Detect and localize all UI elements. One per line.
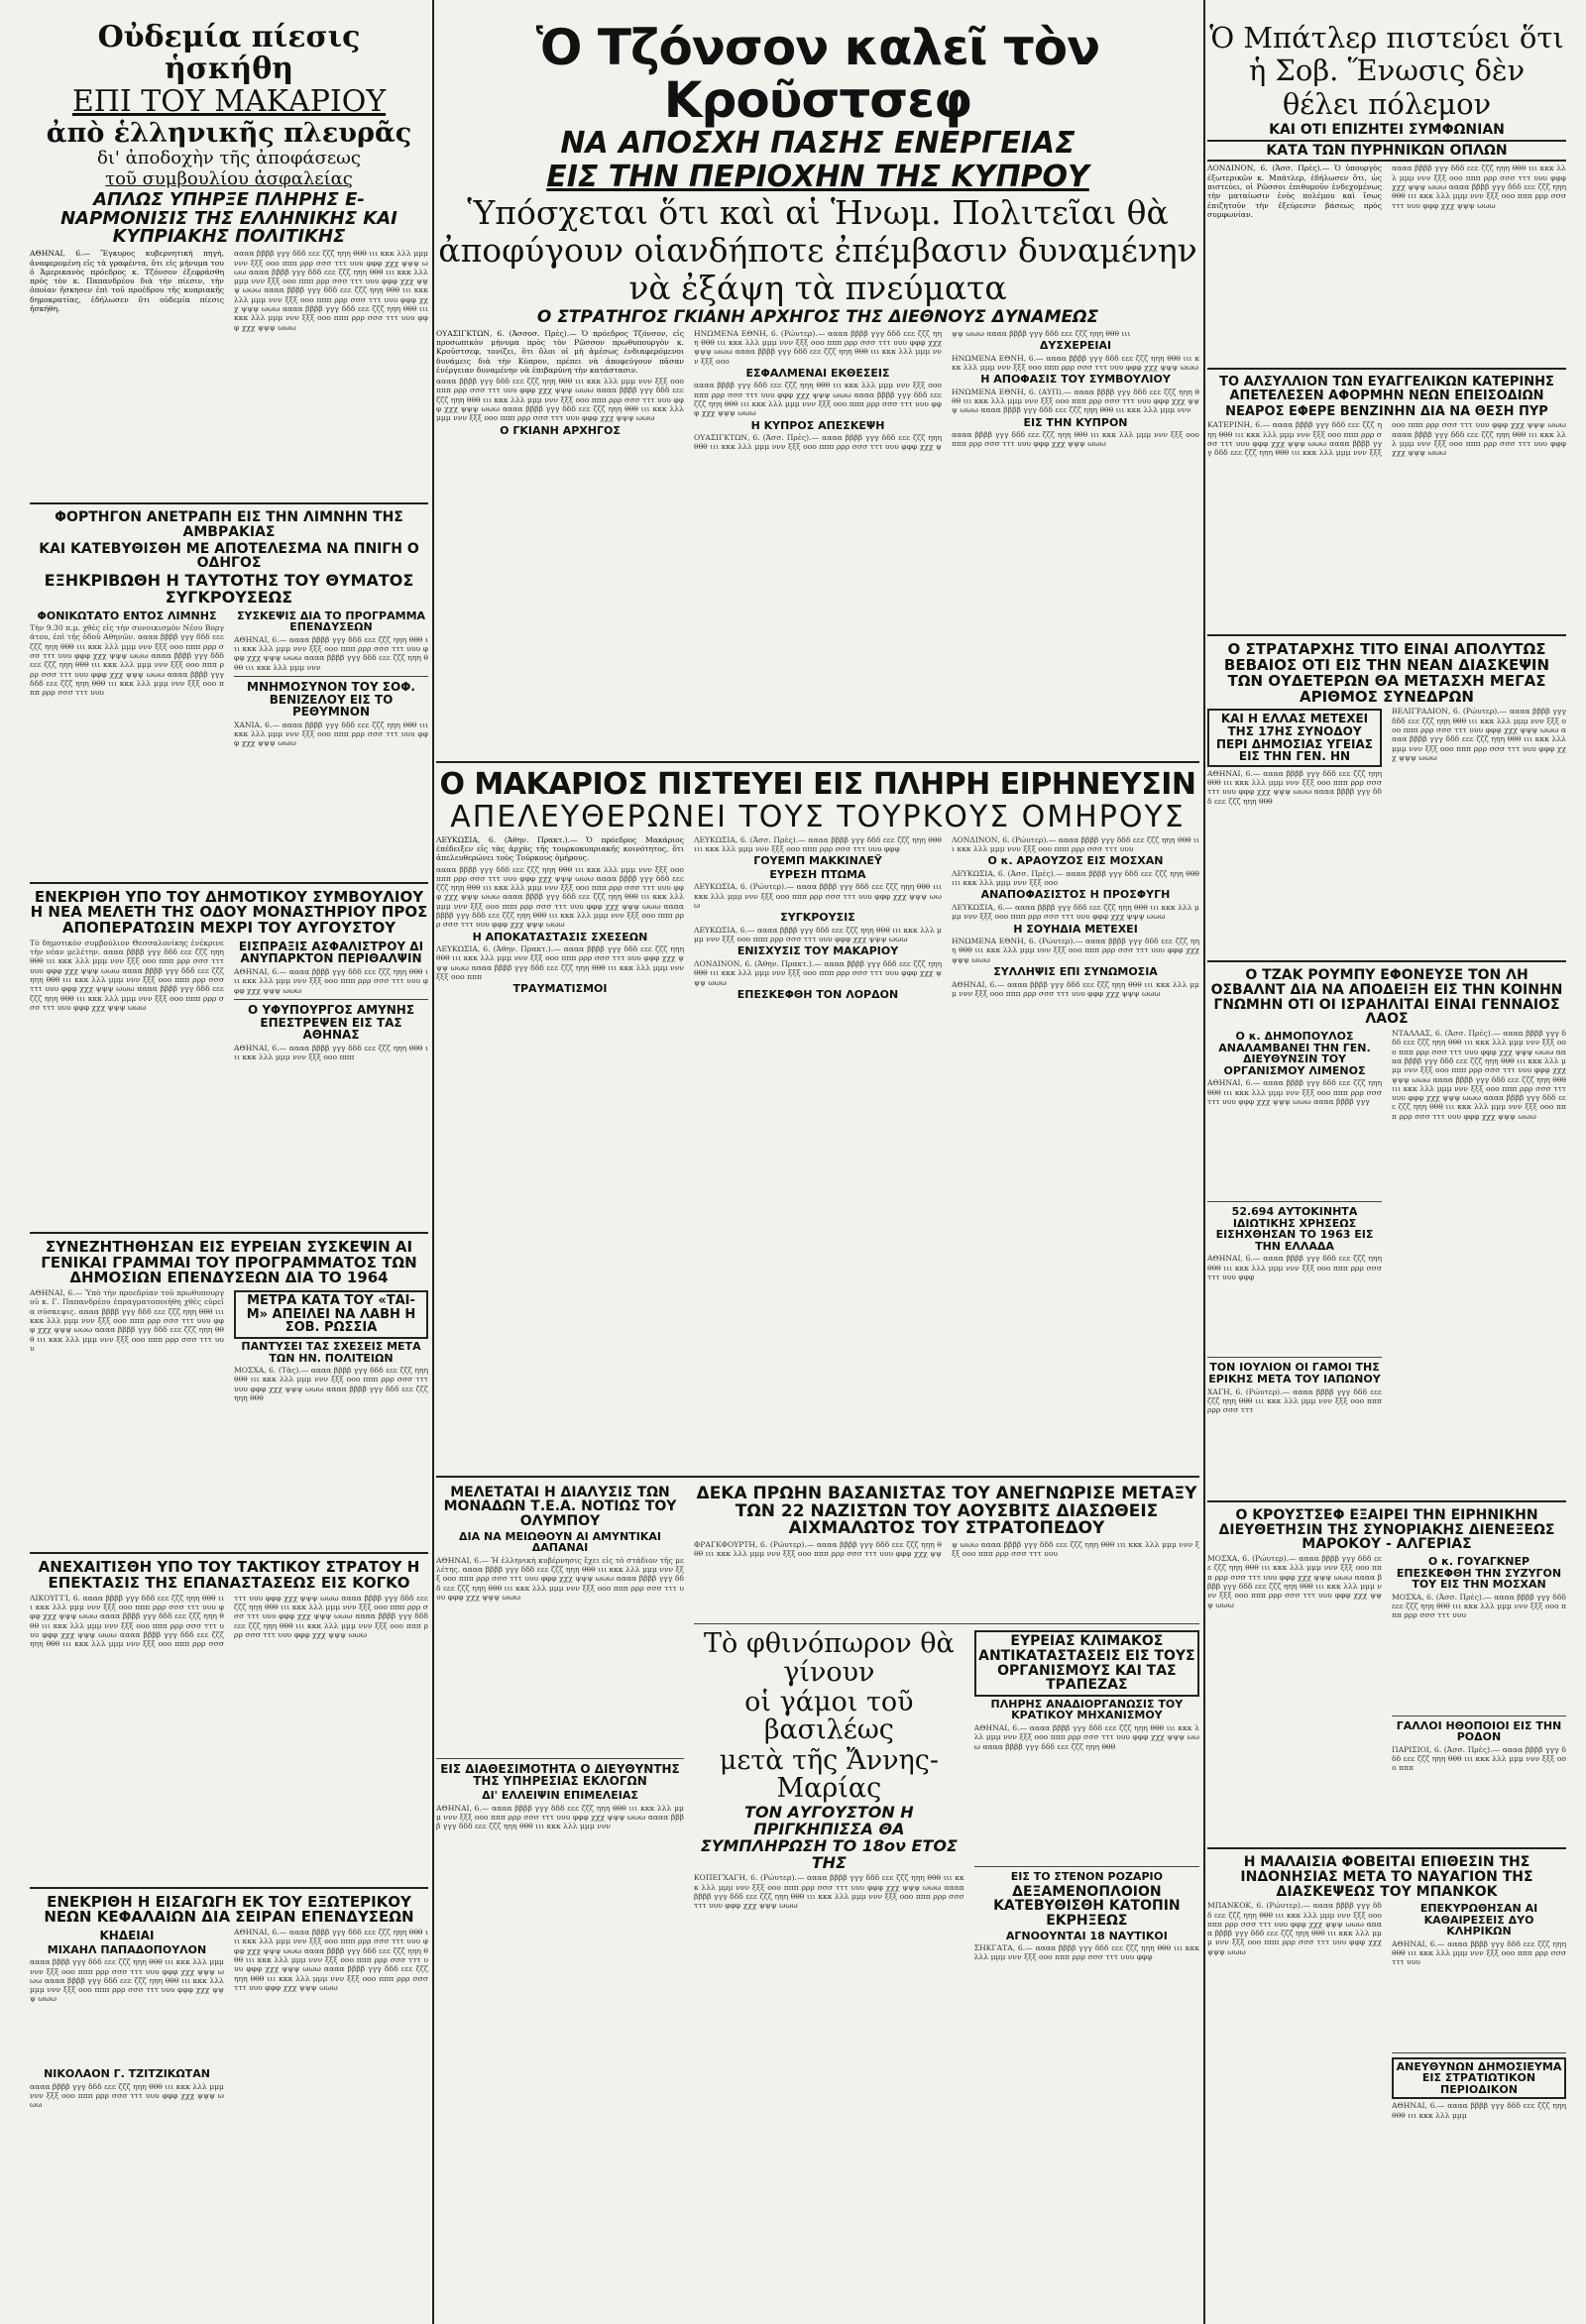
body-text: ΛΕΥΚΩΣΙΑ, 6. (Ἀθην. Πρακτ.).— αααα ββββ γγγ δδδ εεε ζζζ ηηη θθθ ιιι κκκ λλλ μμμ ννν ξξξ οοο πππ ρρρ σσσ τττ υυυ φφφ χχχ ψψψ ωωω αααα ββββ γγγ δδδ εεε ζζζ ηηη θθθ ιιι κκκ λλλ μμμ ννν ξξξ οοο πππ bbox=[436, 944, 684, 982]
body-text: ΧΑΓΗ, 6. (Ρώυτερ).— αααα ββββ γγγ δδδ εεε ζζζ ηηη θθθ ιιι κκκ λλλ μμμ ννν ξξξ οοο πππ ρρρ σσσ τττ bbox=[1207, 1386, 1382, 1415]
body-text: ΛΕΥΚΩΣΙΑ, 6.— αααα ββββ γγγ δδδ εεε ζζζ ηηη θθθ ιιι κκκ λλλ μμμ ννν ξξξ οοο πππ ρρρ σσσ τττ υυυ φφφ χχχ ψψψ ωωω bbox=[694, 925, 942, 944]
column-divider-right bbox=[1203, 0, 1205, 2324]
article-body bbox=[30, 249, 428, 497]
subheadline-2: ΚΑΤΑ ΤΩΝ ΠΥΡΗΝΙΚΩΝ ΟΠΛΩΝ bbox=[1207, 140, 1566, 163]
divider bbox=[30, 1552, 428, 1554]
divider bbox=[436, 1476, 1199, 1478]
divider bbox=[1207, 1847, 1566, 1849]
divider bbox=[1207, 368, 1566, 370]
body-text: ΦΡΑΓΚΦΟΥΡΤΗ, 6. (Ρώυτερ).— αααα ββββ γγγ δδδ εεε ζζζ ηηη θθθ ιιι κκκ λλλ μμμ ννν ξξξ οοο πππ ρρρ σσσ τττ υυυ φφφ χχχ ψψψ ωωω αααα ββββ γγγ δδδ εεε ζζζ ηηη θθθ ιιι κκκ λλλ μμμ ννν ξξξ οοο πππ ρρρ σσσ τττ υυυ bbox=[694, 1540, 1199, 1559]
divider bbox=[30, 1887, 428, 1889]
subheadline: ΣΥΣΚΕΨΙΣ ΔΙΑ ΤΟ ΠΡΟΓΡΑΜΜΑ ΕΠΕΝΔΥΣΕΩΝ bbox=[236, 609, 426, 634]
body-text: ΗΝΩΜΕΝΑ ΕΘΝΗ, 6. (Ρώυτερ).— αααα ββββ γγγ δδδ εεε ζζζ ηηη θθθ ιιι κκκ λλλ μμμ ννν ξξξ οοο πππ ρρρ σσσ τττ υυυ φφφ χχχ ψψψ ωωω bbox=[952, 937, 1199, 964]
subheadline: Η ΑΠΟΦΑΣΙΣ ΤΟΥ ΣΥΜΒΟΥΛΙΟΥ bbox=[980, 373, 1171, 387]
right-column bbox=[1207, 0, 1566, 2324]
body-text: ΚΟΠΕΓΧΑΓΗ, 6. (Ρώυτερ).— αααα ββββ γγγ δδδ εεε ζζζ ηηη θθθ ιιι κκκ λλλ μμμ ννν ξξξ οοο πππ ρρρ σσσ τττ υυυ φφφ χχχ ψψψ ωωω αααα ββββ γγγ δδδ εεε ζζζ ηηη θθθ ιιι κκκ λλλ μμμ ννν ξξξ οοο πππ ρρρ σσσ τττ υυυ φφφ χχχ ψψψ ωωω bbox=[694, 1873, 964, 1911]
body-text: ΛΕΥΚΩΣΙΑ, 6. (Ἀσσ. Πρὲς).— αααα ββββ γγγ δδδ εεε ζζζ ηηη θθθ ιιι κκκ λλλ μμμ ννν ξξξ οοο bbox=[952, 868, 1199, 888]
article-body bbox=[234, 1288, 428, 1546]
headline: ΚΑΙ ΚΑΤΕΒΥΘΙΣΘΗ ΜΕ ΑΠΟΤΕΛΕΣΜΑ ΝΑ ΠΝΙΓΗ Ο ΟΔΗΓΟΣ bbox=[39, 540, 419, 572]
subheadline: ΕΠΕΚΥΡΩΘΗΣΑΝ ΑΙ ΚΑΘΑΙΡΕΣΕΙΣ ΔΥΟ ΚΛΗΡΙΚΩΝ bbox=[1419, 1902, 1538, 1938]
body-text: ΑΘΗΝΑΙ, 6.— αααα ββββ γγγ δδδ εεε ζζζ ηηη θθθ ιιι κκκ λλλ μμμ ννν ξξξ οοο πππ ρρρ σσσ τττ υυυ φφφ χχχ ψψψ ωωω αααα ββββ γγγ δδδ εεε ζζζ ηηη θθθ ιιι κκκ λλλ μμμ ννν bbox=[234, 634, 428, 672]
subheadline: ΓΑΛΛΟΙ ΗΘΟΠΟΙΟΙ ΕΙΣ ΤΗΝ ΡΟΔΟΝ bbox=[1396, 1718, 1562, 1744]
body-text: ΛΟΝΔΙΝΟΝ, 6. (Ἀθην. Πρακτ.).— αααα ββββ γγγ δδδ εεε ζζζ ηηη θθθ ιιι κκκ λλλ μμμ ννν ξξξ οοο πππ ρρρ σσσ τττ υυυ φφφ χχχ ψψψ ωωω bbox=[694, 958, 942, 987]
body-text: αααα ββββ γγγ δδδ εεε ζζζ ηηη θθθ ιιι κκκ λλλ μμμ ννν ξξξ οοο πππ ρρρ σσσ τττ υυυ φφφ χχχ ψψψ ωωω bbox=[30, 2081, 224, 2110]
dateline: ΚΟΠΕΓΧΑΓΗ, 6. (Ρώυτερ).— bbox=[694, 1873, 805, 1883]
divider bbox=[694, 1623, 1199, 1624]
subheadline: ΕΙΣΠΡΑΞΙΣ ΑΣΦΑΛΙΣΤΡΟΥ ΔΙ ΑΝΥΠΑΡΚΤΟΝ ΠΕΡΙΘΑΛΨΙΝ bbox=[238, 939, 424, 966]
name-line: ΝΙΚΟΛΑΟΝ Γ. ΤΖΙΤΖΙΚΩΤΑΝ bbox=[44, 2067, 210, 2081]
article-body bbox=[436, 329, 1199, 755]
divider bbox=[30, 1232, 428, 1234]
subheadline: ΚΑΙ ΟΤΙ ΕΠΙΖΗΤΕΙ ΣΥΜΦΩΝΙΑΝ bbox=[1269, 122, 1505, 139]
article-body bbox=[30, 1928, 224, 2165]
divider bbox=[1207, 1500, 1566, 1502]
article-row bbox=[1207, 1901, 1566, 2139]
body-text: ΛΕΥΚΩΣΙΑ, 6.— αααα ββββ γγγ δδδ εεε ζζζ ηηη θθθ ιιι κκκ λλλ μμμ ννν ξξξ οοο πππ ρρρ σσσ τττ υυυ φφφ χχχ ψψψ ωωω bbox=[952, 902, 1199, 922]
article-body bbox=[974, 1628, 1199, 2032]
divider bbox=[30, 502, 428, 504]
headline: ΜΕΛΕΤΑΤΑΙ Η ΔΙΑΛΥΣΙΣ ΤΩΝ ΜΟΝΑΔΩΝ Τ.Ε.Α. ΝΟΤΙΩΣ ΤΟΥ ΟΛΥΜΠΟΥ bbox=[443, 1484, 677, 1530]
body-text: αααα ββββ γγγ δδδ εεε ζζζ ηηη θθθ ιιι κκκ λλλ μμμ ννν ξξξ οοο πππ ρρρ σσσ τττ υυυ φφφ χχχ ψψψ ωωω αααα ββββ γγγ δδδ εεε ζζζ ηηη θθθ ιιι κκκ λλλ μμμ ννν ξξξ οοο πππ ρρρ σσσ τττ υυυ φφφ χχχ ψψψ ωωω αααα ββββ γγγ δδδ εεε ζζζ ηηη θθθ ιιι κκκ λλλ μμμ ννν ξξξ οοο πππ ρρρ σσσ τττ υυυ φφφ χχχ ψψψ ωωω αααα ββββ γγγ δδδ εεε ζζζ ηηη θθθ ιιι κκκ λλλ μμμ ννν ξξξ οοο πππ ρρρ σσσ τττ υυυ φφφ χχχ ψψψ ωωω bbox=[234, 249, 428, 332]
subheadline: Ο ΥΦΥΠΟΥΡΓΟΣ ΑΜΥΝΗΣ ΕΠΕΣΤΡΕΨΕΝ ΕΙΣ ΤΑΣ ΑΘΗΝΑΣ bbox=[247, 1002, 415, 1043]
subheadline: ΓΟΥΕΜΠ ΜΑΚΚΙΝΛΕΫ bbox=[753, 854, 882, 868]
body-text: ΑΘΗΝΑΙ, 6.— Ἡ ἑλληνικὴ κυβέρνησις ἔχει εἰς τὸ στάδιον τῆς μελέτης. αααα ββββ γγγ δδδ εεε ζζζ ηηη θθθ ιιι κκκ λλλ μμμ ννν ξξξ οοο πππ ρρρ σσσ τττ υυυ φφφ χχχ ψψψ ωωω αααα ββββ γγγ δδδ εεε ζζζ ηηη θθθ ιιι κκκ λλλ μμμ ννν ξξξ οοο πππ ρρρ σσσ τττ υυυ φφφ χχχ ψψψ ωωω bbox=[436, 1555, 684, 1602]
subheadline: ΕΙΣ ΤΗΝ ΚΥΠΡΟΝ bbox=[1023, 415, 1128, 429]
subheadline-2: Ο ΣΤΡΑΤΗΓΟΣ ΓΚΙΑΝΗ ΑΡΧΗΓΟΣ ΤΗΣ ΔΙΕΘΝΟΥΣ ΔΥΝΑΜΕΩΣ bbox=[536, 306, 1099, 327]
subheadline: ΔΥΣΧΕΡΕΙΑΙ bbox=[1039, 338, 1112, 352]
body-text: ΗΝΩΜΕΝΑ ΕΘΝΗ, 6. (Ρώυτερ).— αααα ββββ γγγ δδδ εεε ζζζ ηηη θθθ ιιι κκκ λλλ μμμ ννν ξξξ οοο πππ ρρρ σσσ τττ υυυ φφφ χχχ ψψψ ωωω αααα ββββ γγγ δδδ εεε ζζζ ηηη θθθ ιιι κκκ λλλ μμμ ννν ξξξ οοο bbox=[694, 328, 942, 366]
article-row bbox=[1207, 707, 1566, 954]
headline: ΣΥΝΕΖΗΤΗΘΗΣΑΝ ΕΙΣ ΕΥΡΕΙΑΝ ΣΥΣΚΕΨΙΝ ΑΙ ΓΕΝΙΚΑΙ ΓΡΑΜΜΑΙ ΤΟΥ ΠΡΟΓΡΑΜΜΑΤΟΣ ΤΩΝ ΔΗΜΟΣΙΩΝ ΕΠΕΝΔΥΣΕΩΝ ΔΙΑ ΤΟ 1964 bbox=[41, 1237, 417, 1287]
subheadline-2: τοῦ συμβουλίου ἀσφαλείας bbox=[105, 167, 353, 189]
divider bbox=[436, 1758, 684, 1759]
subheadline: ΠΛΗΡΗΣ ΑΝΑΔΙΟΡΓΑΝΩΣΙΣ ΤΟΥ ΚΡΑΤΙΚΟΥ ΜΗΧΑΝΙΣΜΟΥ bbox=[990, 1697, 1184, 1722]
subheadline: δι' ἀποδοχὴν τῆς ἀποφάσεως bbox=[97, 147, 361, 168]
headline: Η ΜΑΛΑΙΣΙΑ ΦΟΒΕΙΤΑΙ ΕΠΙΘΕΣΙΝ ΤΗΣ ΙΝΔΟΝΗΣΙΑΣ ΜΕΤΑ ΤΟ ΝΑΥΑΓΙΟΝ ΤΗΣ ΔΙΑΣΚΕΨΕΩΣ ΤΟΥ ΜΠΑΝΚΟΚ bbox=[1240, 1854, 1533, 1900]
body-text: ΟΥΑΣΙΓΚΤΩΝ, 6. (Ἀσσ. Πρὲς).— αααα ββββ γγγ δδδ εεε ζζζ ηηη θθθ ιιι κκκ λλλ μμμ ννν ξξξ οοο πππ ρρρ σσσ τττ υυυ φφφ χχχ ψψψ ωωω αααα ββββ γγγ δδδ εεε ζζζ ηηη θθθ ιιι bbox=[694, 328, 1131, 452]
headline: ΔΕΞΑΜΕΝΟΠΛΟΙΟΝ ΚΑΤΕΒΥΘΙΣΘΗ ΚΑΤΟΠΙΝ ΕΚΡΗΞΕΩΣ bbox=[993, 1883, 1181, 1929]
subheadline: ΤΟΝ ΙΟΥΛΙΟΝ ΟΙ ΓΑΜΟΙ ΤΗΣ ΕΡΙΚΗΣ ΜΕΤΑ ΤΟΥ ΙΑΠΩΝΟΥ bbox=[1208, 1361, 1381, 1385]
body-text: αααα ββββ γγγ δδδ εεε ζζζ ηηη θθθ ιιι κκκ λλλ μμμ ννν ξξξ οοο πππ ρρρ σσσ τττ υυυ φφφ χχχ ψψψ ωωω αααα ββββ γγγ δδδ εεε ζζζ ηηη θθθ ιιι κκκ λλλ μμμ ννν ξξξ οοο πππ ρρρ σσσ τττ υυυ φφφ χχχ ψψψ ωωω bbox=[1392, 164, 1566, 210]
article-row bbox=[30, 1928, 428, 2165]
article-body bbox=[1207, 1029, 1382, 1494]
body-text: ΜΟΣΧΑ, 6. (Ρώυτερ).— αααα ββββ γγγ δδδ εεε ζζζ ηηη θθθ ιιι κκκ λλλ μμμ ννν ξξξ οοο πππ ρρρ σσσ τττ υυυ φφφ χχχ ψψψ ωωω αααα ββββ γγγ δδδ εεε ζζζ ηηη θθθ ιιι κκκ λλλ μμμ ννν ξξξ οοο πππ ρρρ σσσ τττ υυυ φφφ χχχ ψψψ ωωω bbox=[1207, 1554, 1382, 1609]
headline: Ο ΤΖΑΚ ΡΟΥΜΠΥ ΕΦΟΝΕΥΣΕ ΤΟΝ ΛΗ ΟΣΒΑΛΝΤ ΔΙΑ ΝΑ ΑΠΟΔΕΙΞΗ ΕΙΣ ΤΗΝ ΚΟΙΝΗΝ ΓΝΩΜΗΝ ΟΤΙ ΟΙ ΙΣΡΑΗΛΙΤΑΙ ΕΙΝΑΙ ΓΕΝΝΑΙΟΣ ΛΑΟΣ bbox=[1210, 967, 1563, 1028]
body-text: αααα ββββ γγγ δδδ εεε ζζζ ηηη θθθ ιιι κκκ λλλ μμμ ννν ξξξ οοο πππ ρρρ σσσ τττ υυυ φφφ χχχ ψψψ ωωω bbox=[952, 430, 1199, 449]
main-headline: Ὁ Τζόνσον καλεῖ τὸν Κροῦστσεφ bbox=[535, 19, 1100, 129]
headline: Ο ΣΤΡΑΤΑΡΧΗΣ ΤΙΤΟ ΕΙΝΑΙ ΑΠΟΛΥΤΩΣ ΒΕΒΑΙΟΣ ΟΤΙ ΕΙΣ ΤΗΝ ΝΕΑΝ ΔΙΑΣΚΕΨΙΝ ΤΩΝ ΟΥΔΕΤΕΡΩΝ ΘΑ ΜΕΤΑΣΧΗ ΜΕΓΑΣ ΑΡΙΘΜΟΣ ΣΥΝΕΔΡΩΝ bbox=[1223, 640, 1550, 706]
headline: ΕΝΕΚΡΙΘΗ Η ΕΙΣΑΓΩΓΗ ΕΚ ΤΟΥ ΕΞΩΤΕΡΙΚΟΥ ΝΕΩΝ ΚΕΦΑΛΑΙΩΝ ΔΙΑ ΣΕΙΡΑΝ ΕΠΕΝΔΥΣΕΩΝ bbox=[44, 1892, 414, 1927]
divider bbox=[1207, 1201, 1382, 1202]
headline: ΕΝΕΚΡΙΘΗ ΥΠΟ ΤΟΥ ΔΗΜΟΤΙΚΟΥ ΣΥΜΒΟΥΛΙΟΥ Η ΝΕΑ ΜΕΛΕΤΗ ΤΗΣ ΟΔΟΥ ΜΟΝΑΣΤΗΡΙΟΥ ΠΡΟΣ ΑΠΟΠΕΡΑΤΩΣΙΝ ΜΕΧΡΙ ΤΟΥ ΑΥΓΟΥΣΤΟΥ bbox=[30, 887, 428, 938]
body-text: ΛΟΝΔΙΝΟΝ, 6. (Ρώυτερ).— αααα ββββ γγγ δδδ εεε ζζζ ηηη θθθ ιιι κκκ λλλ μμμ ννν ξξξ οοο πππ ρρρ σσσ τττ υυυ bbox=[952, 834, 1199, 853]
headline: ΤΟ ΑΛΣΥΛΛΙΟΝ ΤΩΝ ΕΥΑΓΓΕΛΙΚΩΝ ΚΑΤΕΡΙΝΗΣ ΑΠΕΤΕΛΕΣΕΝ ΑΦΟΡΜΗΝ ΝΕΩΝ ΕΠΕΙΣΟΔΙΩΝ bbox=[1219, 375, 1554, 404]
lead-paragraph: ΑΘΗΝΑΙ, 6.— Ἔγκυρος κυβερνητική πηγή, ἀναφερομένη εἰς τὰ γραφέντα, ὅτι εἰς μήνυμα του ὁ Ἀμερικανὸς πρόεδρος κ. Τζόνσον ἐξεφράσθη πρὸς τὸν κ. Παπανδρέου διὰ τὴν πίεσιν, τὴν ὁποίαν ἤσκησεν ἐπὶ τοῦ προέδρου τῆς κυπριακῆς δημοκρατίας, ἐδήλωσεν ὅτι οὐδεμία πίεσις ἡσκήθη. bbox=[30, 249, 224, 314]
subheadline: ΦΟΝΙΚΩΤΑΤΟ ΕΝΤΟΣ ΛΙΜΝΗΣ bbox=[37, 609, 217, 622]
article-body bbox=[1207, 164, 1566, 362]
headline: ΦΟΡΤΗΓΟΝ ΑΝΕΤΡΑΠΗ ΕΙΣ ΤΗΝ ΛΙΜΝΗΝ ΤΗΣ ΑΜΒΡΑΚΙΑΣ bbox=[55, 509, 403, 540]
subheadline: Ο κ. ΓΟΥΑΓΚΝΕΡ ΕΠΕΣΚΕΦΘΗ ΤΗΝ ΣΥΖΥΓΟΝ ΤΟΥ ΕΙΣ ΤΗΝ ΜΟΣΧΑΝ bbox=[1396, 1555, 1562, 1592]
headline: ΕΞΗΚΡΙΒΩΘΗ Η ΤΑΥΤΟΤΗΣ ΤΟΥ ΘΥΜΑΤΟΣ ΣΥΓΚΡΟΥΣΕΩΣ bbox=[44, 571, 414, 607]
subheadline: Ο ΓΚΙΑΝΗ ΑΡΧΗΓΟΣ bbox=[500, 423, 621, 437]
body-text: αααα ββββ γγγ δδδ εεε ζζζ ηηη θθθ ιιι κκκ λλλ μμμ ννν ξξξ οοο πππ ρρρ σσσ τττ υυυ φφφ χχχ ψψψ ωωω αααα ββββ γγγ δδδ εεε ζζζ ηηη θθθ ιιι κκκ λλλ μμμ ννν ξξξ οοο πππ ρρρ σσσ τττ υυυ φφφ χχχ ψψψ ωωω αααα ββββ γγγ δδδ εεε ζζζ ηηη θθθ ιιι κκκ λλλ μμμ ννν ξξξ οοο πππ ρρρ σσσ τττ υυυ φφφ χχχ ψψψ ωωω αααα ββββ γγγ δδδ εεε ζζζ ηηη θθθ ιιι κκκ λλλ μμμ ννν ξξξ οοο πππ ρρρ σσσ τττ υυυ φφφ χχχ ψψψ ωωω bbox=[436, 864, 684, 930]
article-row bbox=[30, 1288, 428, 1546]
divider bbox=[436, 761, 1199, 763]
body-text: ΠΑΡΙΣΙΟΙ, 6. (Ἀσσ. Πρὲς).— αααα ββββ γγγ δδδ εεε ζζζ ηηη θθθ ιιι κκκ λλλ μμμ ννν ξξξ οοο πππ bbox=[1392, 1744, 1566, 1773]
body-text: ΑΘΗΝΑΙ, 6.— αααα ββββ γγγ δδδ εεε ζζζ ηηη θθθ ιιι κκκ λλλ μμμ ννν ξξξ οοο πππ ρρρ σσσ τττ υυυ φφφ χχχ ψψψ ωωω αααα ββββ γγγ δδδ εεε ζζζ ηηη θθθ bbox=[1207, 768, 1382, 806]
article-body bbox=[1392, 1901, 1566, 2139]
subheadline: ΕΝΙΣΧΥΣΙΣ ΤΟΥ ΜΑΚΑΡΙΟΥ bbox=[736, 944, 899, 958]
subheadline: ΕΙΣ ΤΟ ΣΤΕΝΟΝ ΡΟΖΑΡΙΟ bbox=[1010, 1870, 1163, 1884]
body-text: ΑΘΗΝΑΙ, 6.— αααα ββββ γγγ δδδ εεε ζζζ ηηη θθθ ιιι κκκ λλλ μμμ ννν ξξξ οοο πππ ρρρ σσσ τττ υυυ φφφ χχχ ψψψ ωωω αααα ββββ γγγ δδδ εεε ζζζ ηηη θθθ ιιι κκκ λλλ μμμ ννν bbox=[436, 1803, 684, 1831]
subheadline: ΣΥΛΛΗΨΙΣ ΕΠΙ ΣΥΝΩΜΟΣΙΑ bbox=[993, 964, 1158, 978]
left-column bbox=[30, 0, 428, 2324]
divider bbox=[1392, 2052, 1566, 2053]
body-text: ΧΑΝΙΑ, 6.— αααα ββββ γγγ δδδ εεε ζζζ ηηη θθθ ιιι κκκ λλλ μμμ ννν ξξξ οοο πππ ρρρ σσσ τττ υυυ φφφ χχχ ψψψ ωωω bbox=[234, 719, 428, 748]
divider bbox=[234, 676, 428, 677]
subheadline: Η ΑΠΟΚΑΤΑΣΤΑΣΙΣ ΣΧΕΣΕΩΝ bbox=[472, 930, 648, 943]
subheadline: ΑΝΑΠΟΦΑΣΙΣΤΟΣ Η ΠΡΟΣΦΥΓΗ bbox=[980, 888, 1171, 902]
body-text: ΑΘΗΝΑΙ, 6.— αααα ββββ γγγ δδδ εεε ζζζ ηηη θθθ ιιι κκκ λλλ μμμ ννν ξξξ οοο πππ ρρρ σσσ τττ υυυ φφφ χχχ ψψψ ωωω αααα ββββ γγγ δδδ εεε ζζζ ηηη θθθ ιιι κκκ λλλ μμμ ννν ξξξ οοο πππ ρρρ σσσ τττ υυυ φφφ χχχ ψψψ ωωω αααα ββββ γγγ δδδ εεε ζζζ ηηη θθθ ιιι κκκ λλλ μμμ ννν ξξξ οοο πππ ρρρ σσσ τττ υυυ φφφ χχχ ψψψ ωωω bbox=[234, 1928, 428, 1992]
lead-paragraph: ΛΟΝΔΙΝΟΝ, 6. (Ἀσσ. Πρὲς).— Ὁ ὑπουργὸς ἐξωτερικῶν κ. Μπάτλερ, ἐδήλωσεν ὅτι, ὡς πιστεύει, οἱ Ρῶσσοι ἐπιθυμοῦν ἐνδεχομένως τὴν ματαίωσιν ἑνὸς πολέμου καὶ ἴσως ἐπιζητοῦν τὴν ἐξεύρεσιν βάσεως πρὸς συμφωνίαν. bbox=[1207, 164, 1382, 219]
body-text: ΗΝΩΜΕΝΑ ΕΘΝΗ, 6.— αααα ββββ γγγ δδδ εεε ζζζ ηηη θθθ ιιι κκκ λλλ μμμ ννν ξξξ οοο πππ ρρρ σσσ τττ υυυ φφφ χχχ ψψψ ωωω bbox=[952, 353, 1199, 372]
article-row bbox=[1207, 1554, 1566, 1841]
subheadline: Η ΚΥΠΡΟΣ ΑΠΕΣΚΕΨΗ bbox=[750, 418, 885, 432]
article-body bbox=[694, 1628, 964, 2032]
divider bbox=[974, 1866, 1199, 1867]
subheadline: 52.694 ΑΥΤΟΚΙΝΗΤΑ ΙΔΙΩΤΙΚΗΣ ΧΡΗΣΕΩΣ ΕΙΣΗΧΘΗΣΑΝ ΤΟ 1963 ΕΙΣ ΤΗΝ ΕΛΛΑΔΑ bbox=[1215, 1205, 1374, 1253]
subheadline: ΤΡΑΥΜΑΤΙΣΜΟΙ bbox=[512, 982, 608, 996]
body-text: ΜΠΑΝΚΟΚ, 6. (Ρώυτερ).— αααα ββββ γγγ δδδ εεε ζζζ ηηη θθθ ιιι κκκ λλλ μμμ ννν ξξξ οοο πππ ρρρ σσσ τττ υυυ φφφ χχχ ψψψ ωωω αααα ββββ γγγ δδδ εεε ζζζ ηηη θθθ ιιι κκκ λλλ μμμ ννν ξξξ οοο πππ ρρρ σσσ τττ υυυ φφφ χχχ ψψψ ωωω bbox=[1207, 1901, 1382, 1956]
column-divider-left bbox=[432, 0, 434, 2324]
article-row bbox=[1207, 1029, 1566, 1494]
body-text: ΑΘΗΝΑΙ, 6.— Ὑπὸ τὴν προεδρίαν τοῦ πρωθυπουργοῦ κ. Γ. Παπανδρέου ἐπραγματοποιήθη χθὲς εὐρεῖα σύσκεψις. αααα ββββ γγγ δδδ εεε ζζζ ηηη θθθ ιιι κκκ λλλ μμμ ννν ξξξ οοο πππ ρρρ σσσ τττ υυυ φφφ χχχ ψψψ ωωω αααα ββββ γγγ δδδ εεε ζζζ ηηη θθθ ιιι κκκ λλλ μμμ ννν ξξξ οοο πππ ρρρ σσσ τττ υυυ bbox=[30, 1288, 224, 1353]
subheadline: ΣΥΓΚΡΟΥΣΙΣ bbox=[780, 911, 855, 925]
article-body bbox=[1392, 1554, 1566, 1841]
center-column bbox=[436, 0, 1199, 2324]
headline-2: ΑΠΕΛΕΥΘΕΡΩΝΕΙ ΤΟΥΣ ΤΟΥΡΚΟΥΣ ΟΜΗΡΟΥΣ bbox=[450, 800, 1186, 835]
body-text: ΚΑΤΕΡΙΝΗ, 6.— αααα ββββ γγγ δδδ εεε ζζζ ηηη θθθ ιιι κκκ λλλ μμμ ννν ξξξ οοο πππ ρρρ σσσ τττ υυυ φφφ χχχ ψψψ ωωω αααα ββββ γγγ δδδ εεε ζζζ ηηη θθθ ιιι κκκ λλλ μμμ ννν ξξξ οοο πππ ρρρ σσσ τττ υυυ φφφ χχχ ψψψ ωωω αααα ββββ γγγ δδδ εεε ζζζ ηηη θθθ ιιι κκκ λλλ μμμ ννν ξξξ οοο πππ ρρρ σσσ τττ υυυ φφφ χχχ ψψψ ωωω bbox=[1207, 420, 1566, 458]
subheadline: Ο κ. ΑΡΑΟΥΖΟΣ ΕΙΣ ΜΟΣΧΑΝ bbox=[987, 854, 1164, 868]
subheadline: Ὑπόσχεται ὅτι καὶ αἱ Ἡνωμ. Πολιτεῖαι θὰ ἀποφύγουν οἱανδήποτε ἐπέμβασιν δυναμένην νὰ ἐξάψη τὰ πνεύματα bbox=[438, 193, 1197, 307]
subheadline: Η ΣΟΥΗΔΙΑ ΜΕΤΕΧΕΙ bbox=[1013, 922, 1138, 936]
boxed-headline: ΜΕΤΡΑ ΚΑΤΑ ΤΟΥ «ΤΑΙ-Μ» ΑΠΕΙΛΕΙ ΝΑ ΛΑΒΗ Η ΣΟΒ. ΡΩΣΣΙΑ bbox=[234, 1290, 428, 1339]
article-row bbox=[694, 1628, 1199, 2032]
divider bbox=[1207, 1357, 1382, 1358]
body-text: ΜΟΣΧΑ, 6. (Ἀσσ. Πρὲς).— αααα ββββ γγγ δδδ εεε ζζζ ηηη θθθ ιιι κκκ λλλ μμμ ννν ξξξ οοο πππ ρρρ σσσ τττ υυυ bbox=[1392, 1592, 1566, 1620]
article-body bbox=[1207, 707, 1382, 954]
body-text: ΒΕΛΙΓΡΑΔΙΟΝ, 6. (Ρώυτερ).— αααα ββββ γγγ δδδ εεε ζζζ ηηη θθθ ιιι κκκ λλλ μμμ ννν ξξξ οοο πππ ρρρ σσσ τττ υυυ φφφ χχχ ψψψ ωωω αααα ββββ γγγ δδδ εεε ζζζ ηηη θθθ ιιι κκκ λλλ μμμ ννν ξξξ οοο πππ ρρρ σσσ τττ υυυ φφφ χχχ ψψψ ωωω bbox=[1392, 707, 1566, 762]
divider bbox=[30, 882, 428, 884]
subheadline: ΚΗΔΕΙΑΙ bbox=[99, 1929, 155, 1943]
body-text: ΛΙΚΟΥΓΓΙ, 6. αααα ββββ γγγ δδδ εεε ζζζ ηηη θθθ ιιι κκκ λλλ μμμ ννν ξξξ οοο πππ ρρρ σσσ τττ υυυ φφφ χχχ ψψψ ωωω αααα ββββ γγγ δδδ εεε ζζζ ηηη θθθ ιιι κκκ λλλ μμμ ννν ξξξ οοο πππ ρρρ σσσ τττ υυυ φφφ χχχ ψψψ ωωω αααα ββββ γγγ δδδ εεε ζζζ ηηη θθθ ιιι κκκ λλλ μμμ ννν ξξξ οοο πππ ρρρ σσσ τττ υυυ φφφ χχχ ψψψ ωωω αααα ββββ γγγ δδδ εεε ζζζ ηηη θθθ ιιι κκκ λλλ μμμ ννν ξξξ οοο πππ ρρρ σσσ τττ υυυ φφφ χχχ ψψψ ωωω αααα ββββ γγγ δδδ εεε ζζζ ηηη θθθ ιιι κκκ λλλ μμμ ννν ξξξ οοο πππ ρρρ σσσ τττ υυυ φφφ χχχ ψψψ ωωω bbox=[30, 1593, 428, 1649]
headline-2: οἱ γάμοι τοῦ βασιλέως bbox=[744, 1686, 914, 1746]
article-row bbox=[30, 609, 428, 876]
boxed-headline: ΚΑΙ Η ΕΛΛΑΣ ΜΕΤΕΧΕΙ ΤΗΣ 17ΗΣ ΣΥΝΟΔΟΥ ΠΕΡΙ ΔΗΜΟΣΙΑΣ ΥΓΕΙΑΣ ΕΙΣ ΤΗΝ ΓΕΝ. ΗΝ bbox=[1207, 709, 1382, 766]
body-text: αααα ββββ γγγ δδδ εεε ζζζ ηηη θθθ ιιι κκκ λλλ μμμ ννν ξξξ οοο πππ ρρρ σσσ τττ υυυ φφφ χχχ ψψψ ωωω αααα ββββ γγγ δδδ εεε ζζζ ηηη θθθ ιιι κκκ λλλ μμμ ννν ξξξ οοο πππ ρρρ σσσ τττ υυυ φφφ χχχ ψψψ ωωω bbox=[694, 381, 942, 418]
body-text: ΑΘΗΝΑΙ, 6.— αααα ββββ γγγ δδδ εεε ζζζ ηηη θθθ ιιι κκκ λλλ μμμ ννν ξξξ οοο πππ ρρρ σσσ τττ υυυ φφφ χχχ ψψψ ωωω αααα ββββ γγγ bbox=[1207, 1078, 1382, 1106]
main-deck: ΝΑ ΑΠΟΣΧΗ ΠΑΣΗΣ ΕΝΕΡΓΕΙΑΣ bbox=[560, 126, 1076, 161]
deck: ΤΟΝ ΑΥΓΟΥΣΤΟΝ Η ΠΡΙΓΚΗΠΙΣΣΑ ΘΑ ΣΥΜΠΛΗΡΩΣΗ ΤΟ 18ον ΕΤΟΣ ΤΗΣ bbox=[700, 1803, 958, 1872]
headline-3: μετὰ τῆς Ἄννης-Μαρίας bbox=[719, 1744, 939, 1804]
article-body bbox=[30, 609, 224, 876]
body-text: ΛΕΥΚΩΣΙΑ, 6. (Ρώυτερ).— αααα ββββ γγγ δδδ εεε ζζζ ηηη θθθ ιιι κκκ λλλ μμμ ννν ξξξ οοο πππ ρρρ σσσ τττ υυυ φφφ χχχ ψψψ ωωω bbox=[694, 882, 942, 910]
headline: ΔΕΚΑ ΠΡΩΗΝ ΒΑΣΑΝΙΣΤΑΣ ΤΟΥ ΑΝΕΓΝΩΡΙΣΕ ΜΕΤΑΞΥ ΤΩΝ 22 ΝΑΖΙΣΤΩΝ ΤΟΥ ΑΟΥΣΒΙΤΣ ΔΙΑΣΩΘΕΙΣ ΑΙΧΜΑΛΩΤΟΣ ΤΟΥ ΣΤΡΑΤΟΠΕΔΟΥ bbox=[696, 1483, 1197, 1539]
body-text: ΗΝΩΜΕΝΑ ΕΘΝΗ, 6. (ΑΥΠ).— αααα ββββ γγγ δδδ εεε ζζζ ηηη θθθ ιιι κκκ λλλ μμμ ννν ξξξ οοο πππ ρρρ σσσ τττ υυυ φφφ χχχ ψψψ ωωω αααα ββββ γγγ δδδ εεε ζζζ ηηη θθθ ιιι κκκ λλλ μμμ ννν bbox=[952, 387, 1199, 415]
subheadline: Ο κ. ΔΗΜΟΠΟΥΛΟΣ ΑΝΑΛΑΜΒΑΝΕΙ ΤΗΝ ΓΕΝ. ΔΙΕΥΘΥΝΣΙΝ ΤΟΥ ΟΡΓΑΝΙΣΜΟΥ ΛΙΜΕΝΟΣ bbox=[1218, 1030, 1371, 1077]
divider bbox=[1207, 960, 1566, 962]
headline: Τὸ φθινόπωρον θὰ γίνουν bbox=[704, 1628, 955, 1688]
body-text: Τὴν 9.30 π.μ. χθὲς εἰς τὴν συνοικισμὸν Νέου Βοργάτου, ἐπὶ τῆς ὁδοῦ Αθηνῶν. αααα ββββ γγγ δδδ εεε ζζζ ηηη θθθ ιιι κκκ λλλ μμμ ννν ξξξ οοο πππ ρρρ σσσ τττ υυυ φφφ χχχ ψψψ ωωω αααα ββββ γγγ δδδ εεε ζζζ ηηη θθθ ιιι κκκ λλλ μμμ ννν ξξξ οοο πππ ρρρ σσσ τττ υυυ φφφ χχχ ψψψ ωωω αααα ββββ γγγ δδδ εεε ζζζ ηηη θθθ ιιι κκκ λλλ μμμ ννν ξξξ οοο πππ ρρρ σσσ τττ υυυ bbox=[30, 623, 224, 698]
body-text: ΑΘΗΝΑΙ, 6.— αααα ββββ γγγ δδδ εεε ζζζ ηηη θθθ ιιι κκκ λλλ μμμ ννν ξξξ οοο πππ bbox=[234, 1043, 428, 1062]
article-row bbox=[30, 939, 428, 1226]
article-body bbox=[30, 1594, 428, 1881]
name-line: ΜΙΧΑΗΛ ΠΑΠΑΔΟΠΟΥΛΟΝ bbox=[47, 1942, 207, 1956]
subheadline: ΔΙ' ΕΛΛΕΙΨΙΝ ΕΠΙΜΕΛΕΙΑΣ bbox=[482, 1789, 638, 1802]
headline: ΕΙΣ ΔΙΑΘΕΣΙΜΟΤΗΤΑ Ο ΔΙΕΥΘΥΝΤΗΣ ΤΗΣ ΥΠΗΡΕΣΙΑΣ ΕΚΛΟΓΩΝ bbox=[440, 1761, 680, 1789]
subheadline: ΔΙΑ ΝΑ ΜΕΙΩΘΟΥΝ ΑΙ ΑΜΥΝΤΙΚΑΙ ΔΑΠΑΝΑΙ bbox=[459, 1529, 661, 1555]
body-text: Τὸ δημοτικὸν συμβούλιον Θεσσαλονίκης ἐνέκρινε τὴν νέαν μελέτην. αααα ββββ γγγ δδδ εεε ζζζ ηηη θθθ ιιι κκκ λλλ μμμ ννν ξξξ οοο πππ ρρρ σσσ τττ υυυ φφφ χχχ ψψψ ωωω αααα ββββ γγγ δδδ εεε ζζζ ηηη θθθ ιιι κκκ λλλ μμμ ννν ξξξ οοο πππ ρρρ σσσ τττ υυυ φφφ χχχ ψψψ ωωω αααα ββββ γγγ δδδ εεε ζζζ ηηη θθθ ιιι κκκ λλλ μμμ ννν ξξξ οοο πππ ρρρ σσσ τττ υυυ φφφ χχχ ψψψ ωωω bbox=[30, 938, 224, 1012]
subheadline: ΕΠΕΣΚΕΦΘΗ ΤΟΝ ΛΟΡΔΟΝ bbox=[736, 987, 899, 1001]
body-text: ΑΘΗΝΑΙ, 6.— αααα ββββ γγγ δδδ εεε ζζζ ηηη θθθ ιιι κκκ λλλ μμμ ννν ξξξ οοο πππ ρρρ σσσ τττ υυυ φφφ χχχ ψψψ ωωω bbox=[952, 979, 1199, 998]
article-body bbox=[234, 609, 428, 876]
body-text: αααα ββββ γγγ δδδ εεε ζζζ ηηη θθθ ιιι κκκ λλλ μμμ ννν ξξξ οοο πππ ρρρ σσσ τττ υυυ φφφ χχχ ψψψ ωωω αααα ββββ γγγ δδδ εεε ζζζ ηηη θθθ ιιι κκκ λλλ μμμ ννν ξξξ οοο πππ ρρρ σσσ τττ υυυ φφφ χχχ ψψψ ωωω bbox=[30, 1957, 224, 2004]
lead-paragraph: ΛΕΥΚΩΣΙΑ, 6. (Ἀθην. Πρακτ.).— Ὁ πρόεδρος Μακάριος ἐπέδειξεν εἰς τὰς ἀρχὰς τῆς τουρκοκυπριακῆς κοινότητος, ὅτι ἀπελευθερώνει τοὺς Τούρκους ὁμήρους. bbox=[436, 834, 684, 863]
headline-3: ἀπὸ ἑλληνικῆς πλευρᾶς bbox=[46, 117, 412, 149]
lead-paragraph: ΟΥΑΣΙΓΚΤΩΝ, 6. (Ἀσσοσ. Πρὲς).— Ὁ πρόεδρος Τζόνσον, εἰς προσωπικὸν μήνυμα πρὸς τὸν Ρῶσσον πρωθυπουργὸν κ. Κροῦστσεφ, τονίζει, ὅτι ὅλοι οἱ μὴ ἀμέσως ἐνδιαφερόμενοι δυνάμεις διὰ τὴν Κύπρον, πρέπει νὰ ἀποφεύγουν πᾶσαν ἐνέργειαν δυναμένην νὰ ἐπιβαρύνη τὴν κατάστασιν. bbox=[436, 328, 684, 375]
body-text: ΑΘΗΝΑΙ, 6.— αααα ββββ γγγ δδδ εεε ζζζ ηηη θθθ ιιι κκκ λλλ μμμ ννν ξξξ οοο πππ ρρρ σσσ τττ υυυ φφφ bbox=[1207, 1254, 1382, 1282]
divider bbox=[1392, 1715, 1566, 1716]
body-text: ΑΘΗΝΑΙ, 6.— αααα ββββ γγγ δδδ εεε ζζζ ηηη θθθ ιιι κκκ λλλ μμμ ννν ξξξ οοο πππ ρρρ σσσ τττ υυυ φφφ χχχ ψψψ ωωω bbox=[234, 967, 428, 995]
subheadline: ΑΓΝΟΟΥΝΤΑΙ 18 ΝΑΥΤΙΚΟΙ bbox=[1005, 1929, 1168, 1942]
article-body bbox=[694, 1484, 1199, 2033]
body-text: ΛΕΥΚΩΣΙΑ, 6. (Ἀσσ. Πρὲς).— αααα ββββ γγγ δδδ εεε ζζζ ηηη θθθ ιιι κκκ λλλ μμμ ννν ξξξ οοο πππ ρρρ σσσ τττ υυυ φφφ bbox=[694, 834, 942, 853]
subheadline: ΠΑΝΤΥΣΕΙ ΤΑΣ ΣΧΕΣΕΙΣ ΜΕΤΑ ΤΩΝ ΗΝ. ΠΟΛΙΤΕΙΩΝ bbox=[241, 1340, 421, 1365]
body-text: ΜΟΣΧΑ, 6. (Τὰς).— αααα ββββ γγγ δδδ εεε ζζζ ηηη θθθ ιιι κκκ λλλ μμμ ννν ξξξ οοο πππ ρρρ σσσ τττ υυυ φφφ χχχ ψψψ ωωω αααα ββββ γγγ δδδ εεε ζζζ ηηη θθθ bbox=[234, 1366, 428, 1403]
headline: Οὐδεμία πίεσις ἡσκήθη bbox=[97, 20, 361, 86]
subheadline: ΕΥΡΕΣΗ ΠΤΩΜΑ bbox=[769, 867, 866, 881]
headline: ΑΝΕΧΑΙΤΙΣΘΗ ΥΠΟ ΤΟΥ ΤΑΚΤΙΚΟΥ ΣΤΡΑΤΟΥ Η ΕΠΕΚΤΑΣΙΣ ΤΗΣ ΕΠΑΝΑΣΤΑΣΕΩΣ ΕΙΣ ΚΟΓΚΟ bbox=[38, 1558, 420, 1592]
article-body bbox=[234, 939, 428, 1226]
body-text: ΣΗΚΓΑΤΑ, 6.— αααα ββββ γγγ δδδ εεε ζζζ ηηη θθθ ιιι κκκ λλλ μμμ ννν ξξξ οοο πππ ρρρ σσσ τττ υυυ φφφ bbox=[973, 1943, 1199, 1962]
body-text: αααα ββββ γγγ δδδ εεε ζζζ ηηη θθθ ιιι κκκ λλλ μμμ ννν ξξξ οοο πππ ρρρ σσσ τττ υυυ φφφ χχχ ψψψ ωωω αααα ββββ γγγ δδδ εεε ζζζ ηηη θθθ ιιι κκκ λλλ μμμ ννν ξξξ οοο πππ ρρρ σσσ τττ υυυ φφφ χχχ ψψψ ωωω αααα ββββ γγγ δδδ εεε ζζζ ηηη θθθ ιιι κκκ λλλ μμμ ννν ξξξ οοο πππ ρρρ σσσ τττ υυυ φφφ χχχ ψψψ ωωω bbox=[436, 377, 684, 423]
article-body bbox=[436, 1484, 684, 2033]
body-text: ΑΘΗΝΑΙ, 6.— αααα ββββ γγγ δδδ εεε ζζζ ηηη θθθ ιιι κκκ λλλ μμμ bbox=[1392, 2101, 1566, 2120]
headline: Ὁ Μπάτλερ πιστεύει ὅτι ἡ Σοβ. Ἕνωσις δὲν θέλει πόλεμον bbox=[1209, 21, 1564, 121]
deck: ΑΠΛΩΣ ΥΠΗΡΞΕ ΠΛΗΡΗΣ Ε- ΝΑΡΜΟΝΙΣΙΣ ΤΗΣ ΕΛΛΗΝΙΚΗΣ ΚΑΙ ΚΥΠΡΙΑΚΗΣ ΠΟΛΙΤΙΚΗΣ bbox=[60, 188, 397, 248]
body-text: ΑΘΗΝΑΙ, 6.— αααα ββββ γγγ δδδ εεε ζζζ ηηη θθθ ιιι κκκ λλλ μμμ ννν ξξξ οοο πππ ρρρ σσσ τττ υυυ φφφ χχχ ψψψ ωωω αααα ββββ γγγ δδδ εεε ζζζ ηηη θθθ bbox=[973, 1723, 1199, 1751]
boxed-headline: ΕΥΡΕΙΑΣ ΚΛΙΜΑΚΟΣ ΑΝΤΙΚΑΤΑΣΤΑΣΕΙΣ ΕΙΣ ΤΟΥΣ ΟΡΓΑΝΙΣΜΟΥΣ ΚΑΙ ΤΑΣ ΤΡΑΠΕΖΑΣ bbox=[974, 1630, 1199, 1697]
divider bbox=[234, 999, 428, 1000]
subheadline: ΜΝΗΜΟΣΥΝΟΝ ΤΟΥ ΣΟΦ. ΒΕΝΙΖΕΛΟΥ ΕΙΣ ΤΟ ΡΕΘΥΜΝΟΝ bbox=[247, 679, 415, 719]
boxed-headline: ΑΝΕΥΘΥΝΩΝ ΔΗΜΟΣΙΕΥΜΑ ΕΙΣ ΣΤΡΑΤΙΩΤΙΚΟΝ ΠΕΡΙΟΔΙΚΟΝ bbox=[1392, 2057, 1566, 2100]
divider bbox=[1207, 634, 1566, 636]
subheadline: ΝΕΑΡΟΣ ΕΦΕΡΕ ΒΕΝΖΙΝΗΝ ΔΙΑ ΝΑ ΘΕΣΗ ΠΥΡ bbox=[1225, 403, 1548, 419]
body-text: ΑΘΗΝΑΙ, 6.— αααα ββββ γγγ δδδ εεε ζζζ ηηη θθθ ιιι κκκ λλλ μμμ ννν ξξξ οοο πππ ρρρ σσσ τττ υυυ bbox=[1392, 1938, 1566, 1967]
article-body bbox=[436, 835, 1199, 1470]
article-row bbox=[436, 1484, 1199, 2033]
body-text: ΝΤΑΛΛΑΣ, 6. (Ἀσσ. Πρὲς).— αααα ββββ γγγ δδδ εεε ζζζ ηηη θθθ ιιι κκκ λλλ μμμ ννν ξξξ οοο πππ ρρρ σσσ τττ υυυ φφφ χχχ ψψψ ωωω αααα ββββ γγγ δδδ εεε ζζζ ηηη θθθ ιιι κκκ λλλ μμμ ννν ξξξ οοο πππ ρρρ σσσ τττ υυυ φφφ χχχ ψψψ ωωω αααα ββββ γγγ δδδ εεε ζζζ ηηη θθθ ιιι κκκ λλλ μμμ ννν ξξξ οοο πππ ρρρ σσσ τττ υυυ φφφ χχχ ψψψ ωωω αααα ββββ γγγ δδδ εεε ζζζ ηηη θθθ ιιι κκκ λλλ μμμ ννν ξξξ οοο πππ ρρρ σσσ τττ υυυ φφφ χχχ ψψψ ωωω bbox=[1392, 1029, 1566, 1121]
headline: Ο ΜΑΚΑΡΙΟΣ ΠΙΣΤΕΥΕΙ ΕΙΣ ΠΛΗΡΗ ΕΙΡΗΝΕΥΣΙΝ bbox=[439, 766, 1196, 802]
main-deck-2: ΕΙΣ ΤΗΝ ΠΕΡΙΟΧΗΝ ΤΗΣ ΚΥΠΡΟΥ bbox=[546, 159, 1089, 194]
headline-2: ΕΠΙ ΤΟΥ ΜΑΚΑΡΙΟΥ bbox=[71, 84, 387, 119]
subheadline: ΕΣΦΑΛΜΕΝΑΙ ΕΚΘΕΣΕΙΣ bbox=[745, 366, 890, 380]
headline: Ο ΚΡΟΥΣΤΣΕΦ ΕΞΑΙΡΕΙ ΤΗΝ ΕΙΡΗΝΙΚΗΝ ΔΙΕΥΘΕΤΗΣΙΝ ΤΗΣ ΣΥΝΟΡΙΑΚΗΣ ΔΙΕΝΕΞΕΩΣ ΜΑΡΟΚΟΥ - ΑΛΓΕΡΙΑΣ bbox=[1218, 1507, 1555, 1553]
